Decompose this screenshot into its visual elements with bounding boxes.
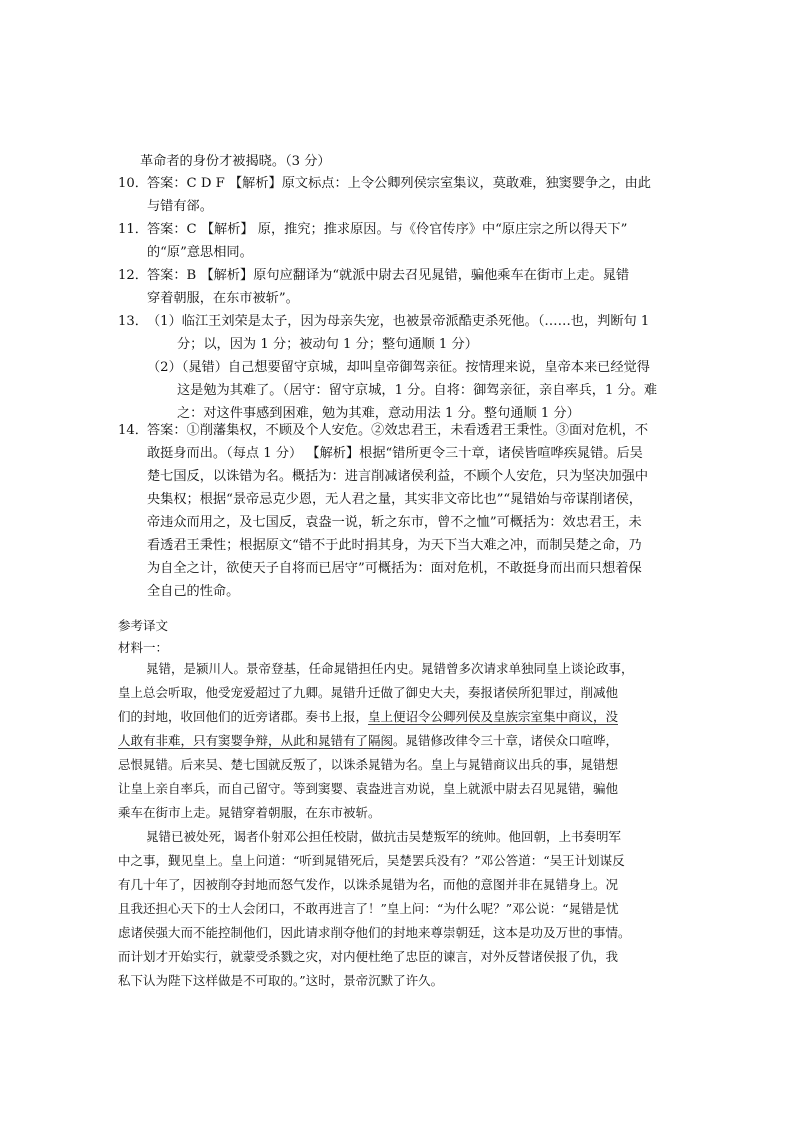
question-number-12: 12． bbox=[118, 268, 148, 283]
text-line bbox=[118, 729, 678, 753]
text-line: 答案：C D F 【解析】原文标点：上令公卿列侯宗室集议，莫敢难，独窦婴争之，由此 bbox=[147, 176, 651, 191]
text-line: 帝违众而用之，及七国反，袁盎一说，斩之东市，曾不之恤”可概括为：效忠君王，未 bbox=[147, 515, 642, 530]
text-line: 答案：B 【解析】原句应翻译为“就派中尉去召见晁错，骗他乘车在街市上走。晁错 bbox=[147, 268, 630, 283]
text-line: 皇上总会听取，他受宠爱超过了九卿。晁错升迁做了御史大夫，奏报诸侯所犯罪过，削减他 bbox=[118, 685, 619, 700]
underlined-text: 人敢有非难，只有窦婴争辩，从此和晁错有了隔阂 bbox=[118, 733, 394, 748]
text-line: 答案：C 【解析】 原，推究；推求原因。与《伶官传序》中“原庄宗之所以得天下” bbox=[147, 222, 628, 237]
text-line: 晁错已被处死，谒者仆射邓公担任校尉，做抗击吴楚叛军的统帅。他回朝，上书奏明军 bbox=[146, 829, 622, 844]
text-line: 且我还担心天下的士人会闭口，不敢再进言了！”皇上问：“为什么呢？”邓公说：“晁错是忧 bbox=[118, 901, 619, 916]
text-line: 而计划才开始实行，就蒙受杀戮之灾，对内便杜绝了忠臣的谏言，对外反替诸侯报了仇，我 bbox=[118, 949, 619, 964]
translation-paragraph-1 bbox=[118, 657, 678, 825]
answer-13-part-1 bbox=[147, 310, 677, 356]
text-line: 革命者的身份才被揭晓。（3 分） bbox=[140, 154, 331, 169]
text-line: 分；以，因为 1 分；被动句 1 分；整句通顺 1 分） bbox=[177, 337, 478, 352]
text-line: 乘车在街市上走。晁错穿着朝服，在东市被斩。 bbox=[118, 805, 381, 820]
answer-12 bbox=[147, 264, 677, 310]
underlined-text: 皇上便诏令公卿列侯及皇族宗室集中商议，没 bbox=[368, 709, 619, 724]
text-line: （1）临江王刘荣是太子，因为母亲失宠，也被景帝派酷吏杀死他。（……也，判断句 1 bbox=[147, 314, 650, 329]
text-line: 之：对这件事感到困难，勉为其难，意动用法 1 分。整句通顺 1 分） bbox=[177, 406, 580, 421]
question-number-13: 13． bbox=[118, 314, 148, 329]
text-line: 全自己的性命。 bbox=[147, 584, 240, 599]
text-line: 私下认为陛下这样做是不可取的。”这时，景帝沉默了许久。 bbox=[118, 973, 444, 988]
answer-14 bbox=[147, 419, 677, 603]
text-line: 看透君王秉性；根据原文“错不于此时捐其身，为天下当大难之冲，而制吴楚之命，乃 bbox=[147, 538, 642, 553]
text-line: 央集权；根据“景帝忌克少恩，无人君之量，其实非文帝比也”“晁错始与帝谋削诸侯， bbox=[147, 492, 642, 507]
answer-10 bbox=[147, 172, 677, 218]
plain-text: 们的封地，收回他们的近旁诸郡。奏书上报， bbox=[118, 709, 369, 724]
answer-13-part-2 bbox=[147, 356, 677, 425]
text-line: 为自全之计，欲使天子自将而已居守”可概括为：面对危机，不敢挺身而出而只想着保 bbox=[147, 561, 642, 576]
text-line: 答案：①削藩集权，不顾及个人安危。②效忠君王，未看透君王秉性。③面对危机，不 bbox=[147, 423, 649, 438]
text-line: （2）（晁错）自己想要留守京城，却叫皇帝御驾亲征。按情理来说，皇帝本来已经觉得 bbox=[147, 360, 650, 375]
material-label: 材料一： bbox=[118, 640, 169, 655]
text-line bbox=[118, 705, 678, 729]
text-line: 中之事，觐见皇上。皇上问道：“听到晁错死后，吴楚罢兵没有？”邓公答道：“吴王计划谋反 bbox=[118, 853, 625, 868]
text-line: 楚七国反，以诛错为名。概括为：进言削减诸侯利益，不顾个人安危，只为坚决加强中 bbox=[147, 469, 649, 484]
answer-11 bbox=[147, 218, 677, 264]
text-line: 虑诸侯强大而不能控制他们，因此请求削夺他们的封地来尊崇朝廷，这本是功及万世的事情。 bbox=[118, 925, 631, 940]
translation-paragraph-2 bbox=[118, 825, 678, 993]
answer-continuation bbox=[140, 150, 331, 173]
text-line: 与错有郤。 bbox=[147, 199, 213, 214]
text-line: 有几十年了，因被削夺封地而怒气发作，以诛杀晁错为名，而他的意图并非在晁错身上。况 bbox=[118, 877, 619, 892]
text-line: 晁错，是颍川人。景帝登基，任命晁错担任内史。晁错曾多次请求单独同皇上谈论政事， bbox=[146, 661, 634, 676]
question-number-14: 14． bbox=[118, 423, 148, 438]
plain-text: 。晁错修改律令三十章，诸侯众口喧哗， bbox=[393, 733, 619, 748]
section-heading: 参考译文 bbox=[118, 618, 169, 633]
text-line: 敢挺身而出。（每点 1 分） 【解析】根据“错所更令三十章，诸侯皆喧哗疾晁错。后吴 bbox=[147, 446, 643, 461]
text-line: 穿着朝服，在东市被斩”。 bbox=[147, 291, 299, 306]
text-line: 的“原”意思相同。 bbox=[147, 245, 253, 260]
text-line: 这是勉为其难了。（居守：留守京城，1 分。自将：御驾亲征，亲自率兵，1 分。难 bbox=[177, 383, 658, 398]
text-line: 让皇上亲自率兵，而自己留守。等到窦婴、袁盎进言劝说，皇上就派中尉去召见晁错，骗他 bbox=[118, 781, 619, 796]
question-number-10: 10． bbox=[118, 176, 148, 191]
question-number-11: 11． bbox=[118, 222, 148, 237]
text-line: 忌恨晁错。后来吴、楚七国就反叛了，以诛杀晁错为名。皇上与晁错商议出兵的事，晁错想 bbox=[118, 757, 619, 772]
